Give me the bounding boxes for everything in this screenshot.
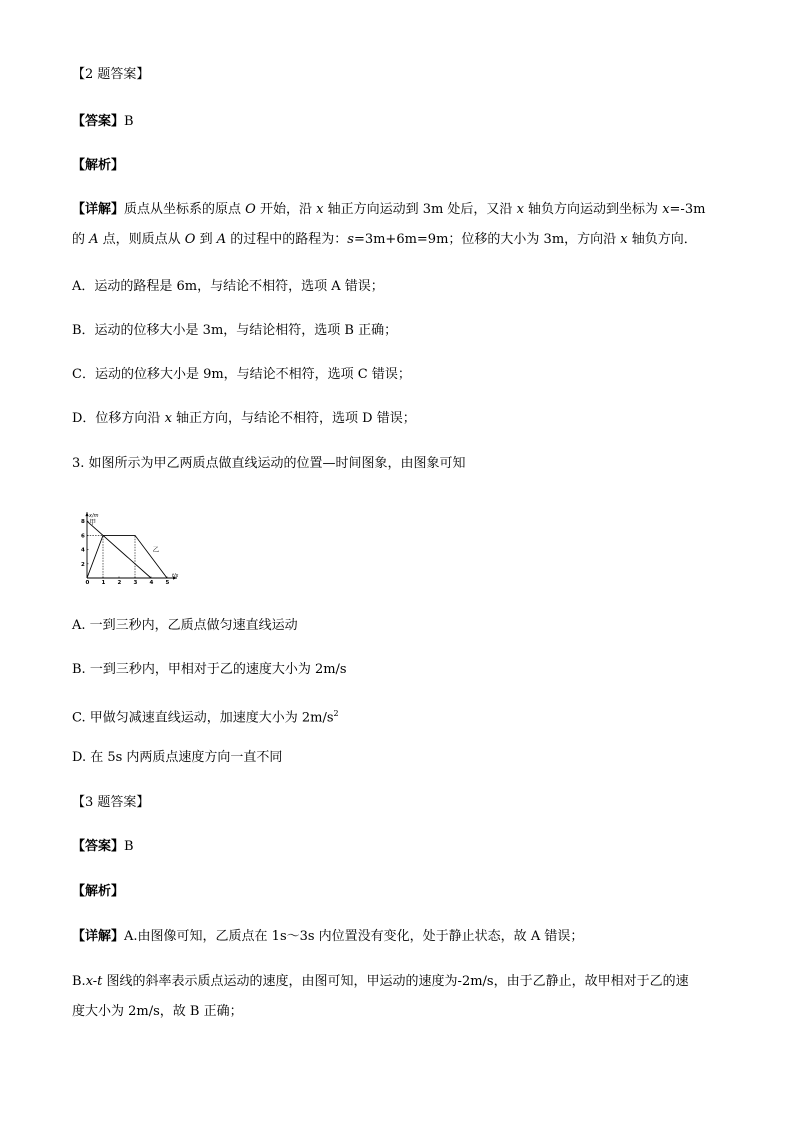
q2-detail-text: 轴正方向运动到 3m 处后，又沿 [323,202,517,217]
q3-answer-header: 【3 题答案】 [72,795,150,810]
q2-detail-text: =3m+6m=9m；位移的大小为 3m，方向沿 [353,232,621,247]
q2-detail-var: x [662,202,670,217]
x-tick-label: 0 [85,580,90,586]
q2-detail-var: O [184,232,196,247]
q2-option-d-var: x [164,411,172,426]
q3-answer-value: B [124,839,134,854]
q3-detail-line-2 [72,973,689,991]
q2-detail-text: 开始，沿 [255,202,317,217]
q2-option-b-analysis: B．运动的位移大小是 3m，与结论相符，选项 B 正确； [72,323,398,338]
q2-detail-text: 质点从坐标系的原点 [124,202,246,217]
q2-detail-line-1 [72,201,705,219]
q3-detail-var: x-t [85,974,103,989]
y-tick-label: 8 [81,519,85,526]
q2-detail-var: A [89,232,99,247]
q2-detail-var: A [216,232,227,247]
series-line-jia [87,521,151,578]
q3-option-d: D. 在 5s 内两质点速度方向一直不同 [72,750,283,765]
q2-detail-text: =-3m [669,202,706,217]
q2-option-d-text: D．位移方向沿 [72,411,165,426]
q3-stem: 3. 如图所示为甲乙两质点做直线运动的位置—时间图象，由图象可知 [72,456,466,471]
q2-detail-var: x [620,232,628,247]
q2-detail-var: O [245,202,256,217]
q2-detail-var: x [516,202,524,217]
q2-answer-tag: 【答案】 [72,114,125,129]
x-axis-label: t/s [172,573,179,579]
q2-detail-text: 轴负方向运动到坐标为 [523,202,663,217]
q3-option-c-superscript: 2 [333,709,339,718]
q2-detail-text: 轴负方向． [627,232,697,247]
q3-detail-text: 图线的斜率表示质点运动的速度，由图可知，甲运动的速度为-2m/s，由于乙静止，故甲相对于乙的速 [102,974,689,989]
x-tick-label: 2 [117,580,122,586]
q3-option-a: A. 一到三秒内，乙质点做匀速直线运动 [72,618,298,633]
q3-option-c [72,705,339,727]
x-tick-label: 3 [133,580,138,586]
q3-detail-text: A.由图像可知，乙质点在 1s～3s 内位置没有变化，处于静止状态，故 A 错误； [124,929,584,944]
q2-detail-line-2 [72,231,697,249]
q2-detail-var: s [347,232,354,247]
q3-answer-tag: 【答案】 [72,839,125,854]
q2-answer-value: B [124,114,134,129]
q3-detail-line-3: 度大小为 2m/s，故 B 正确； [72,1004,243,1019]
q2-detail-var: x [316,202,324,217]
q2-detail-text: 到 [195,232,217,247]
y-tick-label: 6 [81,533,85,540]
q2-answer-header: 【2 题答案】 [72,67,150,82]
q2-option-a-analysis: A．运动的路程是 6m，与结论不相符，选项 A 错误； [72,279,384,294]
position-time-graph [72,503,197,587]
series-label-jia: 甲 [89,518,96,527]
q2-option-d-text: 轴正方向，与结论不相符，选项 D 错误； [171,411,416,426]
q2-detail-text: 点，则质点从 [98,232,185,247]
x-tick-label: 5 [165,580,170,586]
q2-option-d-analysis [72,410,416,428]
x-tick-label: 4 [149,580,154,586]
y-tick-label: 2 [81,561,85,568]
q2-detail-tag: 【详解】 [72,202,125,217]
y-axis-label: x/m [89,513,99,520]
q2-answer-line [72,113,134,131]
q3-detail-text: B. [72,974,86,989]
q3-detail-line-1 [72,928,583,946]
q3-detail-tag: 【详解】 [72,929,125,944]
q2-detail-text: 的过程中的路程为： [226,232,348,247]
q2-option-c-analysis: C．运动的位移大小是 9m，与结论不相符，选项 C 错误； [72,367,411,382]
y-tick-label: 4 [81,547,85,554]
q2-detail-text: 的 [72,232,90,247]
x-tick-label: 1 [101,580,106,586]
q3-option-b: B. 一到三秒内，甲相对于乙的速度大小为 2m/s [72,662,347,677]
q2-analysis-tag: 【解析】 [72,158,125,173]
q3-answer-line [72,838,134,856]
q3-analysis-tag: 【解析】 [72,884,125,899]
series-label-yi: 乙 [152,545,160,554]
q3-option-c-text: C. 甲做匀减速直线运动，加速度大小为 2m/s [72,710,334,726]
